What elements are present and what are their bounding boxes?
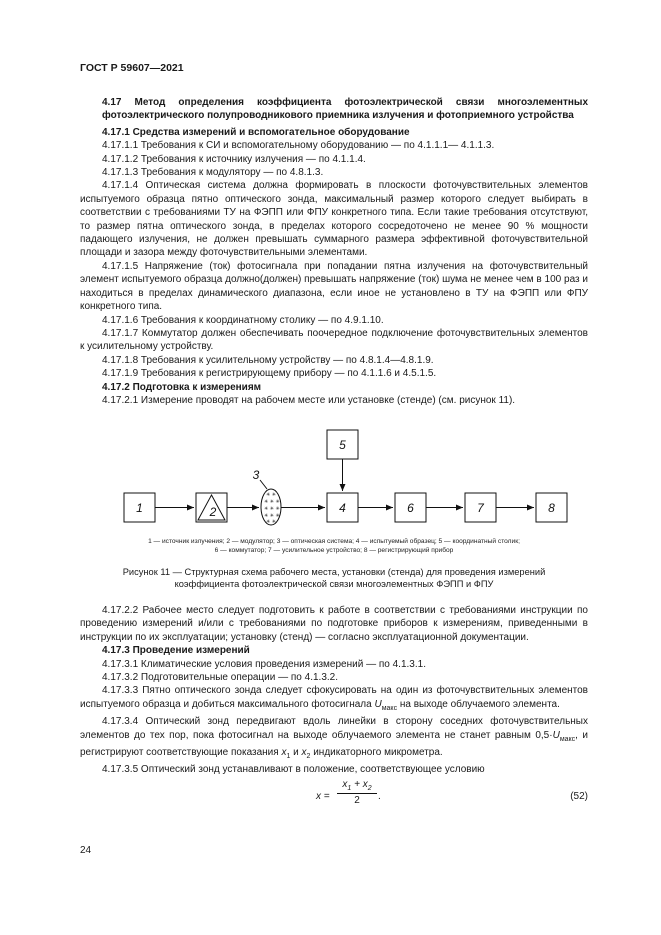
clause-4-17-1-7: 4.17.1.7 Коммутатор должен обеспечивать поочередное подключение фоточувствительных элементов к усилительному устройству. <box>80 327 588 353</box>
lens-pointer-line <box>260 480 267 489</box>
block-label-4: 4 <box>339 501 346 515</box>
svg-text:✳ ✳: ✳ ✳ <box>266 519 276 525</box>
clause-4-17-3-4-text: 4.17.3.4 Оптический зонд передвигают вдоль линейки в сторону соседних фоточувствительных элементов до тех пор, пока фотосигнал на выходе облучаемого элемента не станет равным 0,5· <box>80 716 588 741</box>
clause-4-17-2-1: 4.17.2.1 Измерение проводят на рабочем месте или установке (стенде) (см. рисунок 11). <box>102 394 516 406</box>
formula-lhs: x = <box>316 791 330 802</box>
clause-4-17-1-9: 4.17.1.9 Требования к регистрирующему прибору — по 4.1.1.6 и 4.5.1.5. <box>102 368 437 380</box>
block-label-7: 7 <box>477 501 484 515</box>
svg-text:✳ ✳ ✳: ✳ ✳ ✳ <box>264 513 280 519</box>
clause-4-17-1-1: 4.17.1.1 Требования к СИ и вспомогательному оборудованию — по 4.1.1.1— 4.1.1.3. <box>102 140 495 152</box>
clause-4-17-1-5: 4.17.1.5 Напряжение (ток) фотосигнала при попадании пятна излучения на фоточувствительный элемент испытуемого образца должно(должен) превышать напряжение (ток) шума не менее чем в 100 раз и находиться в пределах динамического диапазона, если иное не установлено в ТУ на ФЭПП или ФПУ конкретного типа. <box>80 260 588 313</box>
clause-4-17-3-2: 4.17.3.2 Подготовительные операции — по 4.1.3.2. <box>102 672 339 684</box>
legend-line-2: 6 — коммутатор; 7 — усилительное устройство; 8 — регистрирующий прибор <box>214 547 454 554</box>
clause-4-17-3-4 <box>80 715 588 763</box>
clause-4-17-3-4-tail: индикаторного микрометра. <box>310 747 443 759</box>
formula-dot: . <box>378 791 381 802</box>
formula-denominator: 2 <box>354 795 360 806</box>
figure-11-diagram <box>80 423 588 538</box>
section-title: 4.17 Метод определения коэффициента фотоэлектрической связи многоэлементных фотоэлектрического полупроводникового приемника излучения и фотоприемного устройства <box>102 97 588 122</box>
page-number: 24 <box>80 845 92 856</box>
symbol-u-sub: макс <box>559 735 576 743</box>
formula-numerator <box>337 779 377 794</box>
formula-plus-x2: + x <box>351 779 368 790</box>
block-label-6: 6 <box>407 501 414 515</box>
clause-4-17-2-2: 4.17.2.2 Рабочее место следует подготовить к работе в соответствии с требованиями инструкции по проведению измерений и/или с требованиями по подготовке приборов к измерениям, приведенными в инструкции по их эксплуатации; установку (стенд) — согласно эксплуатационной документации. <box>80 605 588 643</box>
symbol-x2: x <box>301 747 307 759</box>
figure-legend <box>80 537 588 555</box>
clause-4-17-1-2: 4.17.1.2 Требования к источнику излучения — по 4.1.1.4. <box>102 153 366 165</box>
clause-4-17-3-5: 4.17.3.5 Оптический зонд устанавливают в положение, соответствующее условию <box>102 764 485 776</box>
formula-x1-sub: 1 <box>347 785 352 792</box>
svg-text:✳ ✳ ✳: ✳ ✳ ✳ <box>264 506 280 512</box>
caption-line-2: коэффициента фотоэлектрической связи многоэлементных ФЭПП и ФПУ <box>174 579 494 589</box>
symbol-u: U <box>552 729 560 741</box>
clause-4-17-1-3: 4.17.1.3 Требования к модулятору — по 4.8.1.3. <box>102 167 324 179</box>
conjunction: и <box>290 747 302 759</box>
svg-text:✳ ✳ ✳: ✳ ✳ ✳ <box>264 499 280 505</box>
clause-4-17-1-6: 4.17.1.6 Требования к координатному столику — по 4.9.1.10. <box>102 314 384 326</box>
svg-text:✳ ✳: ✳ ✳ <box>266 492 276 498</box>
subsection-4-17-3-title: 4.17.3 Проведение измерений <box>102 645 250 657</box>
clause-4-17-1-4: 4.17.1.4 Оптическая система должна формировать в плоскости фоточувствительных элементов испытуемого образца пятно оптического зонда, максимальный размер которого следует выбирать в соответствии с требованиями ТУ на ФЭПП или ФПУ конкретного типа. Если такие требования отсутствуют, то размер пятна оптического зонда, в пределах которого сосредоточено не менее 90 % мощности падающего излучения, не должен превышать суммарного размера эффективной фоточувствительной площади и зазора между фоточувствительными элементами. <box>80 180 588 259</box>
subsection-4-17-2-title: 4.17.2 Подготовка к измерениям <box>102 381 262 393</box>
block-label-1: 1 <box>136 501 143 515</box>
block-label-3: 3 <box>252 468 260 482</box>
legend-line-1: 1 — источник излучения; 2 — модулятор; 3 — оптическая система; 4 — испытуемый образец; 5 — координатный столик; <box>148 538 520 545</box>
section-4-17 <box>80 96 588 407</box>
block-label-5: 5 <box>339 438 346 452</box>
clause-4-17-3-4-mid: , и регистрируют соответствующие показания <box>80 729 588 759</box>
clause-4-17-3-1: 4.17.3.1 Климатические условия проведения измерений — по 4.1.3.1. <box>102 658 426 670</box>
formula-x2-sub: 2 <box>367 785 372 792</box>
equation-number: (52) <box>570 791 588 802</box>
symbol-u-sub: макс <box>381 704 398 712</box>
clause-4-17-3-3-text: 4.17.3.3 Пятно оптического зонда следует сфокусировать на один из фоточувствительных элементов испытуемого образца и добиться максимального фотосигнала <box>80 685 588 710</box>
block-label-2: 2 <box>209 505 217 519</box>
subsection-4-17-1-title: 4.17.1 Средства измерений и вспомогательное оборудование <box>102 126 410 138</box>
symbol-x1-sub: 1 <box>286 753 291 761</box>
clause-4-17-1-8: 4.17.1.8 Требования к усилительному устройству — по 4.8.1.4—4.8.1.9. <box>102 354 434 366</box>
section-lower <box>80 604 588 777</box>
caption-line-1: Рисунок 11 — Структурная схема рабочего места, установки (стенда) для проведения измерений <box>122 567 546 577</box>
clause-4-17-3-3 <box>80 684 588 715</box>
block-label-8: 8 <box>548 501 555 515</box>
formula-fraction <box>337 779 377 806</box>
symbol-x2-sub: 2 <box>306 753 311 761</box>
formula-52 <box>80 779 588 819</box>
figure-caption <box>80 566 588 590</box>
symbol-x1: x <box>281 747 287 759</box>
clause-4-17-3-3-tail: на выходе облучаемого элемента. <box>397 698 560 710</box>
document-header: ГОСТ Р 59607—2021 <box>80 62 184 74</box>
formula-x1: x <box>342 779 348 790</box>
symbol-u: U <box>374 698 382 710</box>
